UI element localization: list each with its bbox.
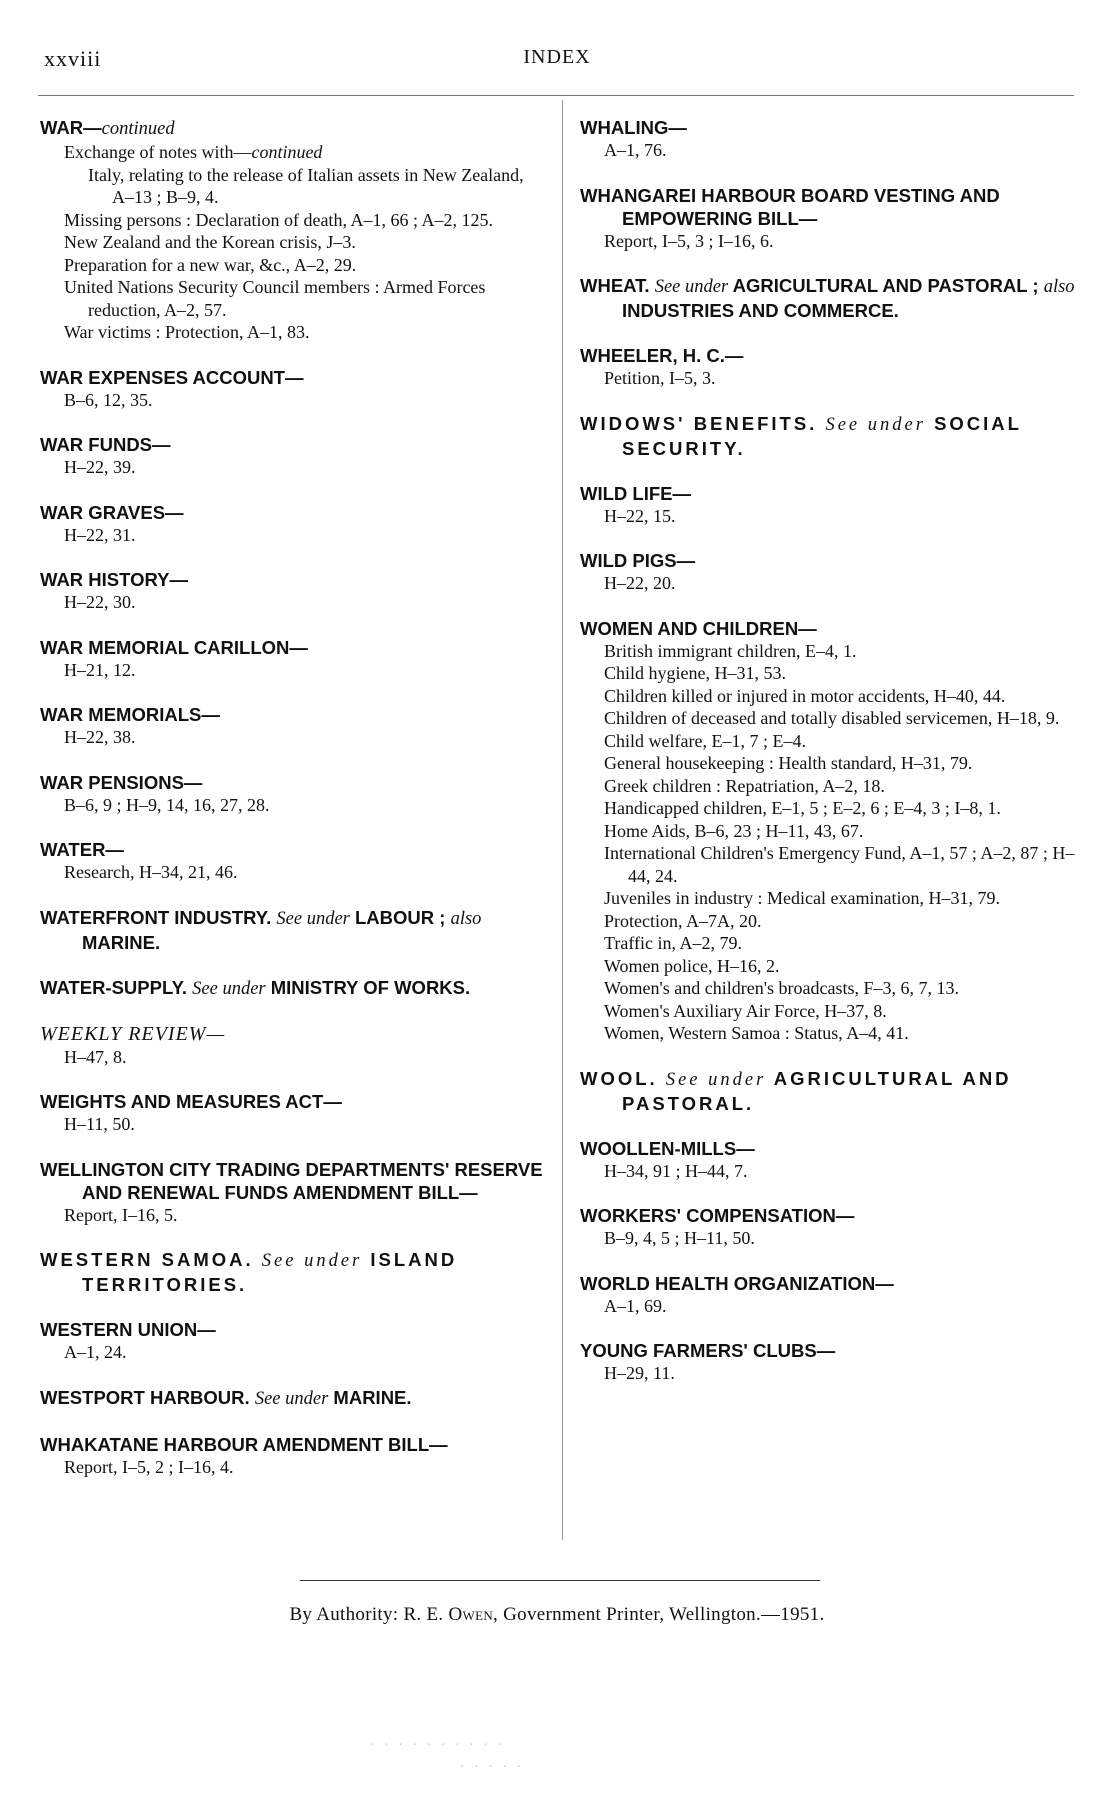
entry-heading	[40, 501, 545, 524]
sub-entry	[580, 887, 1085, 910]
sub-entry-text: Report, I–5, 3 ; I–16, 6.	[604, 230, 774, 251]
entry-heading	[580, 1137, 1085, 1160]
sub-entry	[40, 231, 545, 254]
index-entry	[40, 1433, 545, 1479]
sub-entry-text: A–1, 76.	[604, 140, 667, 160]
index-entry	[40, 771, 545, 817]
sub-entry-text: Children killed or injured in motor accidents, H–40, 44.	[604, 685, 1006, 706]
heading-text: WAR MEMORIAL CARILLON—	[40, 636, 308, 658]
sub-entry-text: Juveniles in industry : Medical examination, H–31, 79.	[604, 888, 1000, 908]
footer-prefix: By Authority:	[289, 1604, 404, 1625]
heading-tail: INDUSTRIES AND COMMERCE.	[622, 300, 899, 321]
entry-heading	[40, 1433, 545, 1456]
heading-tail: MINISTRY OF WORKS.	[270, 976, 471, 998]
page-number: xxviii	[44, 46, 102, 71]
sub-entry	[580, 505, 1085, 528]
index-entry	[40, 366, 545, 412]
entry-heading	[580, 617, 1085, 640]
sub-entry-text: Women, Western Samoa : Status, A–4, 41.	[604, 1023, 909, 1043]
entry-heading	[580, 344, 1085, 367]
index-entry	[40, 1318, 545, 1364]
sub-entry	[580, 230, 1085, 253]
heading-italic: continued	[101, 119, 175, 139]
heading-italic: also	[450, 908, 482, 929]
sub-entry	[40, 254, 545, 277]
heading-text: WILD LIFE—	[580, 482, 691, 504]
heading-text: WEIGHTS AND MEASURES ACT—	[40, 1091, 342, 1112]
heading-tail: LABOUR ;	[355, 906, 446, 928]
sub-entry-text: Petition, I–5, 3.	[604, 368, 716, 388]
entry-heading	[40, 1023, 545, 1046]
sub-entry-text: Women police, H–16, 2.	[604, 955, 780, 976]
sub-entry	[580, 1295, 1085, 1318]
heading-italic: See under	[654, 277, 729, 297]
entry-heading	[40, 1386, 545, 1411]
sub-entry-text: War victims : Protection, A–1, 83.	[64, 322, 310, 342]
index-column-right	[580, 116, 1085, 1407]
index-entry	[40, 568, 545, 614]
sub-entry	[580, 367, 1085, 390]
sub-entry	[40, 1046, 545, 1069]
heading-text: WATER—	[40, 839, 124, 860]
index-entry	[40, 501, 545, 547]
heading-tail: MARINE.	[82, 931, 161, 953]
sub-entry-text: Traffic in, A–2, 79.	[604, 933, 743, 953]
sub-entry-text: Exchange of notes with—	[64, 142, 252, 162]
entry-heading	[40, 703, 545, 726]
index-entry	[40, 703, 545, 749]
index-entry	[580, 1204, 1085, 1250]
heading-text: WAR HISTORY—	[40, 569, 189, 590]
sub-entry	[40, 726, 545, 749]
sub-entry	[40, 209, 545, 232]
sub-entry	[40, 141, 545, 164]
footer-rule	[300, 1580, 820, 1581]
entry-heading	[580, 274, 1085, 322]
sub-entry	[580, 1160, 1085, 1183]
index-entry	[40, 1386, 545, 1411]
page-header	[44, 46, 1070, 76]
heading-italic: See under	[192, 978, 266, 999]
entry-heading	[580, 412, 1085, 460]
sub-entry-text: H–47, 8.	[64, 1046, 127, 1067]
scan-smudge: · · · · · · · · · ·	[370, 1738, 506, 1753]
heading-text: WAR EXPENSES ACCOUNT—	[40, 366, 304, 388]
sub-entry-text: Research, H–34, 21, 46.	[64, 862, 238, 882]
heading-text: WAR—	[40, 117, 102, 138]
index-entry	[580, 1272, 1085, 1318]
index-entry	[40, 906, 545, 954]
heading-text: WESTERN SAMOA.	[40, 1249, 254, 1270]
index-entry	[40, 1090, 545, 1136]
entry-heading	[580, 116, 1085, 139]
heading-text: WEEKLY REVIEW—	[40, 1022, 226, 1045]
heading-text: WOOLLEN-MILLS—	[580, 1137, 755, 1159]
column-divider	[562, 100, 563, 1540]
index-entry	[580, 274, 1085, 322]
index-entry	[580, 1339, 1085, 1385]
sub-entry-text: Italy, relating to the release of Italian assets in New Zealand, A–13 ; B–9, 4.	[88, 164, 524, 207]
sub-entry	[40, 524, 545, 547]
sub-entry	[580, 1227, 1085, 1250]
heading-text: WELLINGTON CITY TRADING DEPARTMENTS' RESERVE AND RENEWAL FUNDS AMENDMENT BILL—	[40, 1158, 543, 1203]
sub-entry	[40, 591, 545, 614]
entry-heading	[40, 906, 545, 954]
index-entry	[40, 1248, 545, 1296]
index-entry	[580, 1067, 1085, 1115]
sub-entry-text: Protection, A–7A, 20.	[604, 910, 762, 931]
sub-entry	[40, 794, 545, 817]
entry-heading	[40, 771, 545, 794]
entry-heading	[580, 1272, 1085, 1295]
entry-heading	[40, 636, 545, 659]
sub-entry	[580, 977, 1085, 1000]
sub-entry-text: H–22, 15.	[604, 505, 676, 526]
sub-entry-text: H–22, 38.	[64, 727, 136, 747]
heading-text: WESTPORT HARBOUR.	[40, 1386, 250, 1408]
sub-entry	[40, 276, 545, 321]
heading-text: WESTERN UNION—	[40, 1319, 216, 1340]
heading-italic: also	[1043, 277, 1075, 297]
header-rule	[38, 95, 1074, 96]
sub-entry-text: Child hygiene, H–31, 53.	[604, 663, 786, 683]
entry-heading	[40, 366, 545, 389]
heading-text: WAR PENSIONS—	[40, 771, 203, 793]
sub-entry	[40, 164, 545, 209]
heading-tail: AGRICULTURAL AND PASTORAL.	[622, 1067, 1012, 1114]
sub-entry-text: Handicapped children, E–1, 5 ; E–2, 6 ; E–4, 3 ; I–8, 1.	[604, 798, 1001, 818]
sub-entry	[580, 685, 1085, 708]
sub-entry	[580, 797, 1085, 820]
sub-entry-italic: continued	[251, 142, 323, 162]
sub-entry	[40, 1113, 545, 1136]
sub-entry	[580, 820, 1085, 843]
sub-entry	[580, 662, 1085, 685]
entry-heading	[580, 482, 1085, 505]
heading-text: WIDOWS' BENEFITS.	[580, 412, 818, 434]
index-entry	[40, 976, 545, 1001]
index-entry	[580, 1137, 1085, 1183]
entry-heading	[580, 1067, 1085, 1115]
sub-entry-text: H–21, 12.	[64, 659, 136, 680]
heading-text: WHALING—	[580, 117, 687, 138]
index-entry	[40, 116, 545, 344]
entry-heading	[580, 1339, 1085, 1362]
index-entry	[580, 412, 1085, 460]
sub-entry-text: Missing persons : Declaration of death, A–1, 66 ; A–2, 125.	[64, 209, 493, 230]
sub-entry-text: International Children's Emergency Fund, A–1, 57 ; A–2, 87 ; H–44, 24.	[604, 843, 1075, 886]
index-entry	[40, 636, 545, 682]
sub-entry	[580, 572, 1085, 595]
sub-entry	[40, 389, 545, 412]
entry-heading	[580, 549, 1085, 572]
entry-heading	[40, 1158, 545, 1204]
sub-entry	[580, 752, 1085, 775]
entry-heading	[40, 568, 545, 591]
entry-heading	[40, 976, 545, 1001]
index-column-left	[40, 116, 545, 1500]
sub-entry	[580, 707, 1085, 730]
scan-smudge: · · · · ·	[460, 1760, 525, 1775]
sub-entry	[40, 861, 545, 884]
page-title: INDEX	[523, 46, 591, 68]
heading-italic: See under	[254, 1388, 329, 1409]
entry-heading	[40, 1318, 545, 1341]
entry-heading	[580, 1204, 1085, 1227]
sub-entry-text: Women's and children's broadcasts, F–3, 6, 7, 13.	[604, 978, 959, 998]
entry-heading	[40, 116, 545, 141]
sub-entry	[40, 1341, 545, 1364]
index-entry	[580, 617, 1085, 1045]
index-entry	[40, 1158, 545, 1227]
sub-entry	[40, 321, 545, 344]
heading-text: WAR GRAVES—	[40, 501, 184, 523]
sub-entry-text: H–22, 20.	[604, 573, 676, 593]
sub-entry-text: B–6, 12, 35.	[64, 389, 153, 410]
heading-italic: See under	[665, 1069, 767, 1090]
sub-entry-text: H–22, 30.	[64, 592, 136, 612]
entry-heading	[40, 433, 545, 456]
heading-text: WATERFRONT INDUSTRY.	[40, 906, 272, 928]
heading-text: WAR MEMORIALS—	[40, 704, 220, 725]
heading-text: YOUNG FARMERS' CLUBS—	[580, 1340, 836, 1361]
sub-entry-text: Report, I–5, 2 ; I–16, 4.	[64, 1456, 234, 1477]
sub-entry-text: Report, I–16, 5.	[64, 1204, 178, 1225]
sub-entry	[580, 842, 1085, 887]
sub-entry-text: H–11, 50.	[64, 1114, 135, 1134]
heading-text: WAR FUNDS—	[40, 434, 171, 455]
heading-tail: AGRICULTURAL AND PASTORAL ;	[732, 275, 1039, 296]
heading-text: WOMEN AND CHILDREN—	[580, 617, 817, 639]
sub-entry-text: B–6, 9 ; H–9, 14, 16, 27, 28.	[64, 794, 270, 815]
sub-entry-text: A–1, 24.	[64, 1342, 127, 1362]
sub-entry	[580, 1000, 1085, 1023]
sub-entry-text: Home Aids, B–6, 23 ; H–11, 43, 67.	[604, 820, 864, 841]
sub-entry-text: British immigrant children, E–4, 1.	[604, 640, 857, 661]
sub-entry	[580, 1362, 1085, 1385]
sub-entry	[580, 932, 1085, 955]
heading-italic: See under	[276, 908, 350, 929]
sub-entry-text: General housekeeping : Health standard, H–31, 79.	[604, 753, 973, 773]
index-entry	[580, 116, 1085, 162]
heading-text: WHANGAREI HARBOUR BOARD VESTING AND EMPOWERING BILL—	[580, 184, 1000, 229]
entry-heading	[40, 1248, 545, 1296]
entry-heading	[40, 1090, 545, 1113]
heading-text: WHAKATANE HARBOUR AMENDMENT BILL—	[40, 1433, 448, 1455]
sub-entry-text: Children of deceased and totally disabled servicemen, H–18, 9.	[604, 708, 1060, 728]
heading-italic: See under	[261, 1251, 363, 1271]
sub-entry	[40, 1456, 545, 1479]
heading-text: WILD PIGS—	[580, 550, 696, 571]
sub-entry	[580, 910, 1085, 933]
sub-entry-text: H–22, 31.	[64, 524, 136, 545]
imprint-footer	[0, 1604, 1114, 1626]
index-entry	[580, 482, 1085, 528]
sub-entry	[580, 640, 1085, 663]
sub-entry	[580, 1022, 1085, 1045]
sub-entry-text: Greek children : Repatriation, A–2, 18.	[604, 775, 885, 796]
sub-entry-text: A–1, 69.	[604, 1295, 667, 1316]
index-entry	[40, 838, 545, 884]
entry-heading	[40, 838, 545, 861]
index-entry	[580, 344, 1085, 390]
sub-entry-text: Preparation for a new war, &c., A–2, 29.	[64, 254, 357, 275]
sub-entry	[40, 456, 545, 479]
sub-entry	[40, 659, 545, 682]
sub-entry	[580, 139, 1085, 162]
footer-printer-name: R. E. Owen	[403, 1604, 494, 1625]
sub-entry-text: H–22, 39.	[64, 457, 136, 477]
sub-entry-text: B–9, 4, 5 ; H–11, 50.	[604, 1228, 755, 1248]
heading-italic: See under	[825, 414, 926, 435]
heading-tail: SOCIAL SECURITY.	[622, 412, 1022, 459]
heading-text: WHEELER, H. C.—	[580, 345, 744, 366]
heading-tail: MARINE.	[333, 1386, 412, 1408]
heading-tail: ISLAND TERRITORIES.	[82, 1249, 458, 1295]
heading-text: WOOL.	[580, 1067, 658, 1089]
sub-entry	[580, 730, 1085, 753]
index-entry	[580, 549, 1085, 595]
sub-entry	[40, 1204, 545, 1227]
sub-entry	[580, 775, 1085, 798]
heading-text: WHEAT.	[580, 275, 650, 296]
index-entry	[40, 433, 545, 479]
entry-heading	[580, 184, 1085, 230]
footer-suffix: , Government Printer, Wellington.—1951.	[493, 1604, 825, 1625]
heading-text: WATER-SUPPLY.	[40, 976, 187, 998]
sub-entry	[580, 955, 1085, 978]
heading-text: WORKERS' COMPENSATION—	[580, 1205, 855, 1226]
index-entry	[40, 1023, 545, 1069]
sub-entry-text: Women's Auxiliary Air Force, H–37, 8.	[604, 1000, 887, 1021]
sub-entry-text: H–29, 11.	[604, 1363, 675, 1383]
heading-text: WORLD HEALTH ORGANIZATION—	[580, 1272, 894, 1294]
sub-entry-text: New Zealand and the Korean crisis, J–3.	[64, 232, 356, 252]
sub-entry-text: United Nations Security Council members : Armed Forces reduction, A–2, 57.	[64, 277, 486, 320]
sub-entry-text: Child welfare, E–1, 7 ; E–4.	[604, 730, 806, 751]
sub-entry-text: H–34, 91 ; H–44, 7.	[604, 1160, 748, 1181]
index-entry	[580, 184, 1085, 253]
